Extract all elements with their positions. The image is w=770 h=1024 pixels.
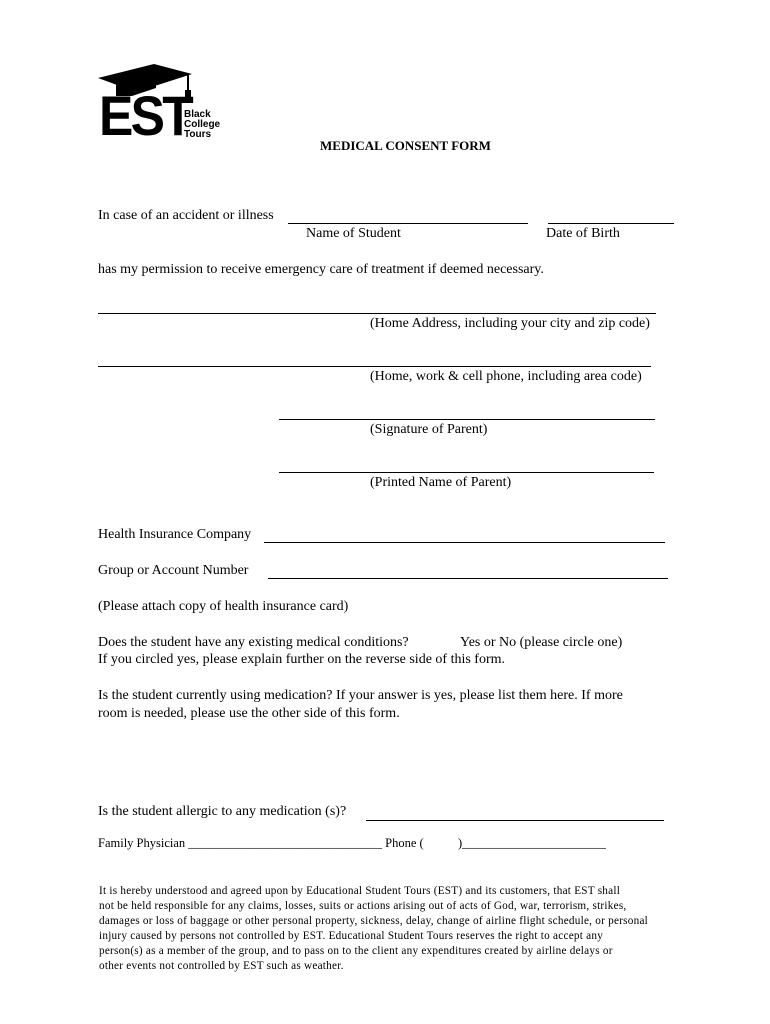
disclaimer-line: It is hereby understood and agreed upon by Educational Student Tours (EST) and its customers, that EST shall <box>99 885 621 897</box>
permission-text: has my permission to receive emergency care of treatment if deemed necessary. <box>98 262 544 277</box>
medication-question-line1: Is the student currently using medication? If your answer is yes, please list them here. If more <box>98 688 623 703</box>
form-title: MEDICAL CONSENT FORM <box>320 138 491 153</box>
physician-label: Family Physician <box>98 836 186 850</box>
parent-printed-name-label: (Printed Name of Parent) <box>370 475 512 490</box>
physician-row <box>98 836 606 851</box>
disclaimer-line: injury caused by persons not controlled by EST. Educational Student Tours reserves the right to accept any <box>99 930 604 942</box>
phone-line[interactable] <box>98 366 651 367</box>
home-address-line[interactable] <box>98 313 656 314</box>
phone-label: (Home, work & cell phone, including area code) <box>370 369 642 384</box>
dob-line[interactable] <box>548 223 674 224</box>
disclaimer-line: not be held responsible for any claims, losses, suits or actions arising out of acts of God, war, terrorism, strikes, <box>99 900 627 912</box>
parent-signature-line[interactable] <box>279 419 655 420</box>
physician-line[interactable]: _______________________________ <box>188 836 383 850</box>
parent-signature-label: (Signature of Parent) <box>370 422 488 437</box>
logo-subtitle-line: Tours <box>184 129 212 140</box>
student-name-label: Name of Student <box>306 226 401 241</box>
attach-card-note: (Please attach copy of health insurance card) <box>98 599 349 614</box>
student-lead-text: In case of an accident or illness <box>98 208 274 223</box>
insurance-label: Health Insurance Company <box>98 527 252 542</box>
disclaimer-line: other events not controlled by EST such as weather. <box>99 960 344 972</box>
physician-phone-line[interactable]: )_______________________ <box>457 836 606 850</box>
allergy-line[interactable] <box>366 820 664 821</box>
disclaimer-line: damages or loss of baggage or other personal property, sickness, delay, change of airline flight schedule, or personal <box>99 915 649 927</box>
disclaimer <box>99 884 699 974</box>
student-name-line[interactable] <box>288 223 528 224</box>
group-number-label: Group or Account Number <box>98 563 249 578</box>
allergy-question: Is the student allergic to any medication (s)? <box>98 804 347 819</box>
insurance-line[interactable] <box>264 542 665 543</box>
conditions-followup: If you circled yes, please explain further on the reverse side of this form. <box>98 652 506 667</box>
physician-phone-label: Phone ( <box>385 836 424 850</box>
conditions-question: Does the student have any existing medical conditions? <box>98 635 409 650</box>
logo-letters: EST <box>99 84 191 147</box>
parent-printed-name-line[interactable] <box>279 472 654 473</box>
disclaimer-line: person(s) as a member of the group, and to pass on to the client any expenditures created by airline delays or <box>99 945 613 957</box>
group-number-line[interactable] <box>268 578 668 579</box>
est-logo <box>96 62 222 148</box>
conditions-options: Yes or No (please circle one) <box>460 635 623 650</box>
medication-question-line2: room is needed, please use the other side of this form. <box>98 706 400 721</box>
logo-subtitle-line: College <box>184 119 221 130</box>
home-address-label: (Home Address, including your city and zip code) <box>370 316 650 331</box>
logo-subtitle-line: Black <box>184 109 211 120</box>
logo-subtitle <box>184 110 220 140</box>
dob-label: Date of Birth <box>546 226 620 241</box>
